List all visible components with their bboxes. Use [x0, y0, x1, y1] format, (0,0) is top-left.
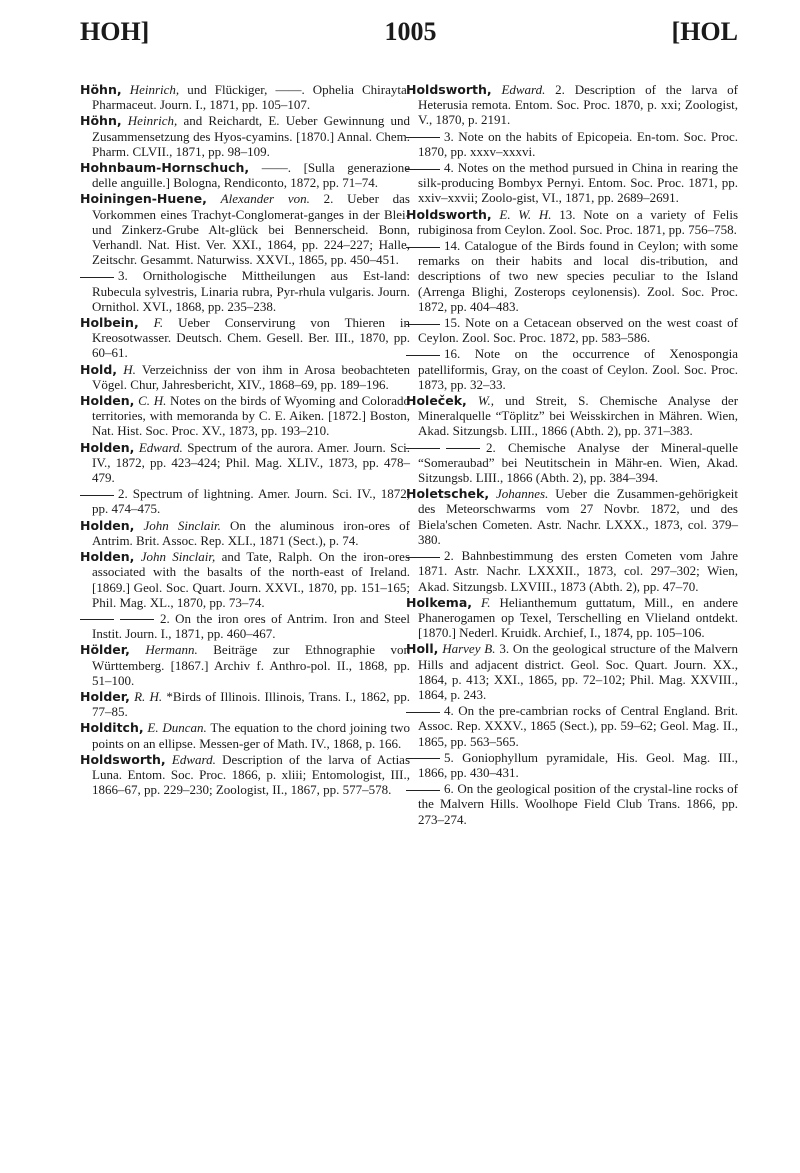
bibliography-entry — [80, 82, 410, 112]
entry-text: 3. On the geological structure of the Malvern Hills and adjacent district. Geol. Soc. Quart. Journ. XX., 1864, p. 413; XXI., 1865, pp. 72–102; Phil. Mag. XXVIII., 1864, p. 243. — [418, 641, 738, 702]
bibliography-entry — [406, 440, 738, 486]
entry-author: Holden, — [80, 439, 135, 455]
bibliography-entry — [80, 362, 410, 392]
entry-text: *Birds of Illinois. Illinois, Trans. I., 1862, pp. 77–85. — [92, 688, 410, 720]
entry-text: 2. Spectrum of lightning. Amer. Journ. Sci. IV., 1872, pp. 474–475. — [92, 486, 410, 517]
entry-text: 16. Note on the occurrence of Xenospongia patelliformis, Gray, on the coast of Ceylon. Zool. Soc. Proc. 1873, pp. 32–33. — [418, 346, 738, 392]
bibliography-entry — [80, 268, 410, 314]
bibliography-entry — [80, 689, 410, 719]
repeat-author-dash — [406, 137, 440, 138]
entry-author: Holden, — [80, 549, 135, 565]
entry-author-given-name: Heinrich, — [129, 82, 180, 97]
header-left: HOH] — [80, 17, 150, 46]
entry-author: Holbein, — [80, 315, 139, 331]
entry-text: Ueber Conservirung von Thieren in Kreosotwasser. Deutsch. Chem. Gesell. Ber. III., 1870, pp. 60–61. — [92, 315, 411, 361]
entry-text: 2. Bahnbestimmung des ersten Cometen vom Jahre 1871. Astr. Nachr. LXXXII., 1873, col. 297–302; Wien, Akad. Sitzungsb. LXVIII., 1873 (Abth. 2), pp. 47–70. — [418, 548, 738, 594]
entry-text: 15. Note on a Cetacean observed on the west coast of Ceylon. Zool. Soc. Proc. 1872, pp. 583–586. — [418, 315, 738, 346]
repeat-author-dash — [446, 448, 480, 449]
entry-author: Hohnbaum-Hornschuch, — [80, 160, 250, 176]
bibliography-entry — [80, 752, 410, 798]
left-column — [80, 82, 410, 798]
entry-author-given-name: John Sinclair, — [140, 549, 216, 565]
entry-author: Hold, — [80, 361, 118, 377]
entry-author-given-name: C. H. — [138, 393, 167, 409]
bibliography-entry — [406, 641, 738, 702]
repeat-author-dash — [406, 557, 440, 558]
entry-text: Notes on the birds of Wyoming and Colorado territories, with memoranda by C. E. Aiken. [1872.] Boston, Nat. Hist. Soc. Proc. XV., 1873, pp. 193–210. — [92, 393, 411, 439]
entry-author-given-name: Hermann. — [145, 642, 198, 658]
bibliography-entry — [406, 781, 738, 827]
entry-text: 2. Description of the larva of Heterusia remota. Entom. Soc. Proc. 1870, p. xxi; Zoologist, V., 1870, p. 2191. — [418, 82, 738, 128]
entry-text: 2. Chemische Analyse der Mineral-quelle “Someraubad” bei Neutitschein in Mähr-en. Wien, Akad. Sitzungsb. LIII., 1866 (Abth. 2), pp. 384–394. — [418, 439, 738, 486]
bibliography-entry — [80, 720, 410, 750]
entry-author-given-name: F. — [481, 594, 491, 610]
entry-author: Holden, — [80, 517, 135, 533]
entry-author-given-name: Harvey B. — [442, 641, 496, 657]
entry-author: Holditch, — [80, 720, 144, 736]
entry-author: Holdsworth, — [406, 206, 492, 222]
entry-text: On the aluminous iron-ores of Antrim. Brit. Assoc. Rep. XLI., 1871 (Sect.), p. 74. — [92, 517, 411, 548]
entry-text: 13. Note on a variety of Felis rubiginosa from Ceylon. Zool. Soc. Proc. 1871, pp. 756–758. — [418, 206, 739, 237]
entry-author: Holetschek, — [406, 486, 490, 502]
repeat-author-dash — [406, 169, 440, 170]
entry-text: and Tate, Ralph. On the iron-ores associated with the basalts of the north-east of Ireland. [1869.] Geol. Soc. Quart. Journ. XXVI., 1870, pp. 151–165; Phil. Mag. XL., 1870, pp. 73–74. — [92, 549, 410, 610]
entry-author-given-name: Alexander von. — [220, 191, 310, 207]
entry-author: Höhn, — [80, 82, 122, 97]
repeat-author-dash — [406, 790, 440, 791]
entry-text: and Reichardt, E. Ueber Gewinnung und Zusammensetzung des Hyos-cyamins. [1870.] Annal. Chem. Pharm. CLVII., 1871, pp. 98–109. — [92, 113, 411, 159]
entry-text: 4. Notes on the method pursued in China in rearing the silk-producing Bombyx Pernyi. Entom. Soc. Proc. 1871, pp. xxiv–xxvii; Zoolo-gist, VI., 1871, pp. 2689–2691. — [418, 160, 738, 206]
entry-text: The equation to the chord joining two points on an ellipse. Messen-ger of Math. IV., 1868, p. 166. — [92, 720, 411, 751]
repeat-author-dash — [406, 355, 440, 356]
entry-text: Description of the larva of Actias Luna. Entom. Soc. Proc. 1866, p. xliii; Entomologist, III., 1866–67, pp. 229–230; Zoologist, II., 1867, pp. 577–578. — [92, 751, 411, 798]
entry-author: Holkema, — [406, 594, 472, 610]
header-right: [HOL — [671, 17, 738, 46]
entry-text: 5. Goniophyllum pyramidale, His. Geol. Mag. III., 1866, pp. 430–431. — [418, 749, 738, 780]
page-header — [80, 12, 738, 52]
entry-author: Holder, — [80, 688, 130, 704]
repeat-author-dash — [406, 712, 440, 713]
entry-author-given-name: Johannes. — [495, 486, 549, 502]
entry-author-given-name: Edward. — [171, 751, 216, 767]
bibliography-entry — [406, 548, 738, 594]
bibliography-entry — [80, 440, 410, 486]
entry-author: Holdsworth, — [406, 82, 492, 97]
bibliography-entry — [80, 113, 410, 159]
entry-author: Hölder, — [80, 642, 130, 658]
entry-author: Holden, — [80, 393, 135, 409]
bibliography-entry — [406, 207, 738, 237]
repeat-author-dash — [406, 247, 440, 248]
entry-text: Ueber die Zusammen-gehörigkeit des Meteorschwarms vom 27 Novbr. 1872, und des Biela'schen Cometen. Astr. Nachr. LXXX., 1873, col. 379–380. — [418, 486, 738, 547]
entry-text: Verzeichniss der von ihm in Arosa beobachteten Vögel. Chur, Jahresbericht, XIV., 1868–69, pp. 189–196. — [92, 361, 411, 392]
repeat-author-dash — [80, 619, 114, 620]
entry-author-given-name: E. Duncan. — [147, 720, 207, 736]
entry-text: Beiträge zur Ethnographie von Württemberg. [1867.] Archiv f. Anthro-pol. II., 1868, pp. 51–100. — [92, 642, 411, 688]
entry-author-given-name: W., — [477, 393, 494, 409]
entry-text: 3. Ornithologische Mittheilungen aus Est-land: Rubecula sylvestris, Linaria rubra, Pyr-rhula vulgaris. Journ. Ornithol. XVI., 1868, pp. 235–238. — [92, 268, 410, 314]
bibliography-entry — [406, 160, 738, 206]
bibliography-entry — [406, 703, 738, 749]
entry-author-given-name: Edward. — [138, 439, 183, 455]
repeat-author-dash — [120, 619, 154, 620]
entry-author: Holl, — [406, 641, 439, 657]
bibliography-entry — [406, 129, 738, 159]
entry-text: und Streit, S. Chemische Analyse der Mineralquelle “Töplitz” bei Weisskirchen in Mähren. Wien, Akad. Sitzungsb. LIII., 1866 (Abth. 2), pp. 371–383. — [418, 393, 739, 439]
entry-text: 4. On the pre-cambrian rocks of Central England. Brit. Assoc. Rep. XXXV., 1865 (Sect.), pp. 59–62; Geol. Mag. II., 1865, pp. 563–565. — [418, 703, 738, 749]
bibliography-entry — [80, 393, 410, 439]
entry-author-given-name: Heinrich, — [127, 113, 178, 129]
bibliography-entry — [406, 393, 738, 439]
page-number: 1005 — [384, 17, 437, 46]
entry-author: Hoiningen-Huene, — [80, 191, 207, 207]
entry-text: 2. Ueber das Vorkommen eines Trachyt-Conglomerat-ganges in der Blei- und Zinkerz-Grube Alt-glück bei Bennerscheid. Bonn, Verhandl. Nat. Hist. Ver. XXI., 1864, pp. 224–227; Halle, Zeitschr. Gesammt. Naturwiss. XXVI., 1865, pp. 450–451. — [92, 191, 410, 268]
repeat-author-dash — [406, 758, 440, 759]
entry-author-given-name: R. H. — [134, 688, 163, 704]
entry-author-given-name: E. W. H. — [499, 206, 552, 222]
bibliography-entry — [80, 642, 410, 688]
entry-author-given-name: F. — [153, 315, 164, 331]
bibliography-entry — [80, 160, 410, 190]
entry-author-given-name: Edward. — [501, 82, 546, 97]
entry-text: ——. [Sulla generazione delle anguille.] Bologna, Rendiconto, 1872, pp. 71–74. — [92, 160, 410, 191]
bibliography-entry — [406, 82, 738, 128]
bibliography-entry — [406, 595, 738, 641]
entry-author: Holdsworth, — [80, 751, 166, 767]
repeat-author-dash — [406, 324, 440, 325]
bibliography-entry — [406, 750, 738, 780]
repeat-author-dash — [80, 495, 114, 496]
entry-text: Helianthemum guttatum, Mill., en andere Phanerogamen op Texel, Terschelling en Vlieland ontdekt. [1870.] Nederl. Kruidk. Archief, I., 1874, pp. 105–106. — [418, 594, 739, 641]
bibliography-entry — [80, 315, 410, 361]
bibliography-entry — [80, 549, 410, 610]
entry-author-given-name: John Sinclair. — [143, 517, 221, 533]
bibliography-entry — [80, 518, 410, 548]
bibliography-entry — [80, 611, 410, 641]
entry-text: und Flückiger, ——. Ophelia Chirayta. Pharmaceut. Journ. I., 1871, pp. 105–107. — [92, 82, 411, 113]
bibliography-entry — [80, 486, 410, 516]
right-column — [406, 82, 738, 828]
entry-author: Höhn, — [80, 113, 122, 129]
entry-author: Holeček, — [406, 393, 467, 409]
entry-text: 6. On the geological position of the crystal-line rocks of the Malvern Hills. Woolhope Field Club Trans. 1866, pp. 273–274. — [418, 781, 738, 827]
bibliography-entry — [80, 191, 410, 267]
bibliography-entry — [406, 346, 738, 392]
bibliography-entry — [406, 315, 738, 345]
entry-text: Spectrum of the aurora. Amer. Journ. Sci. IV., 1872, pp. 423–424; Phil. Mag. XLIV., 1873, pp. 478–479. — [92, 439, 410, 486]
entry-text: 2. On the iron ores of Antrim. Iron and Steel Instit. Journ. I., 1871, pp. 460–467. — [92, 610, 410, 642]
bibliography-entry — [406, 486, 738, 547]
entry-text: 3. Note on the habits of Epicopeia. En-tom. Soc. Proc. 1870, pp. xxxv–xxxvi. — [418, 128, 738, 159]
entry-author-given-name: H. — [123, 361, 136, 377]
repeat-author-dash — [406, 448, 440, 449]
entry-text: 14. Catalogue of the Birds found in Ceylon; with some remarks on their habits and local dis-tribution, and descriptions of two new species peculiar to the Island (Arrenga Blighi, Zosterops ceylonensis). Zool. Soc. Proc. 1872, pp. 404–483. — [418, 238, 738, 314]
repeat-author-dash — [80, 277, 114, 278]
bibliography-entry — [406, 238, 738, 314]
